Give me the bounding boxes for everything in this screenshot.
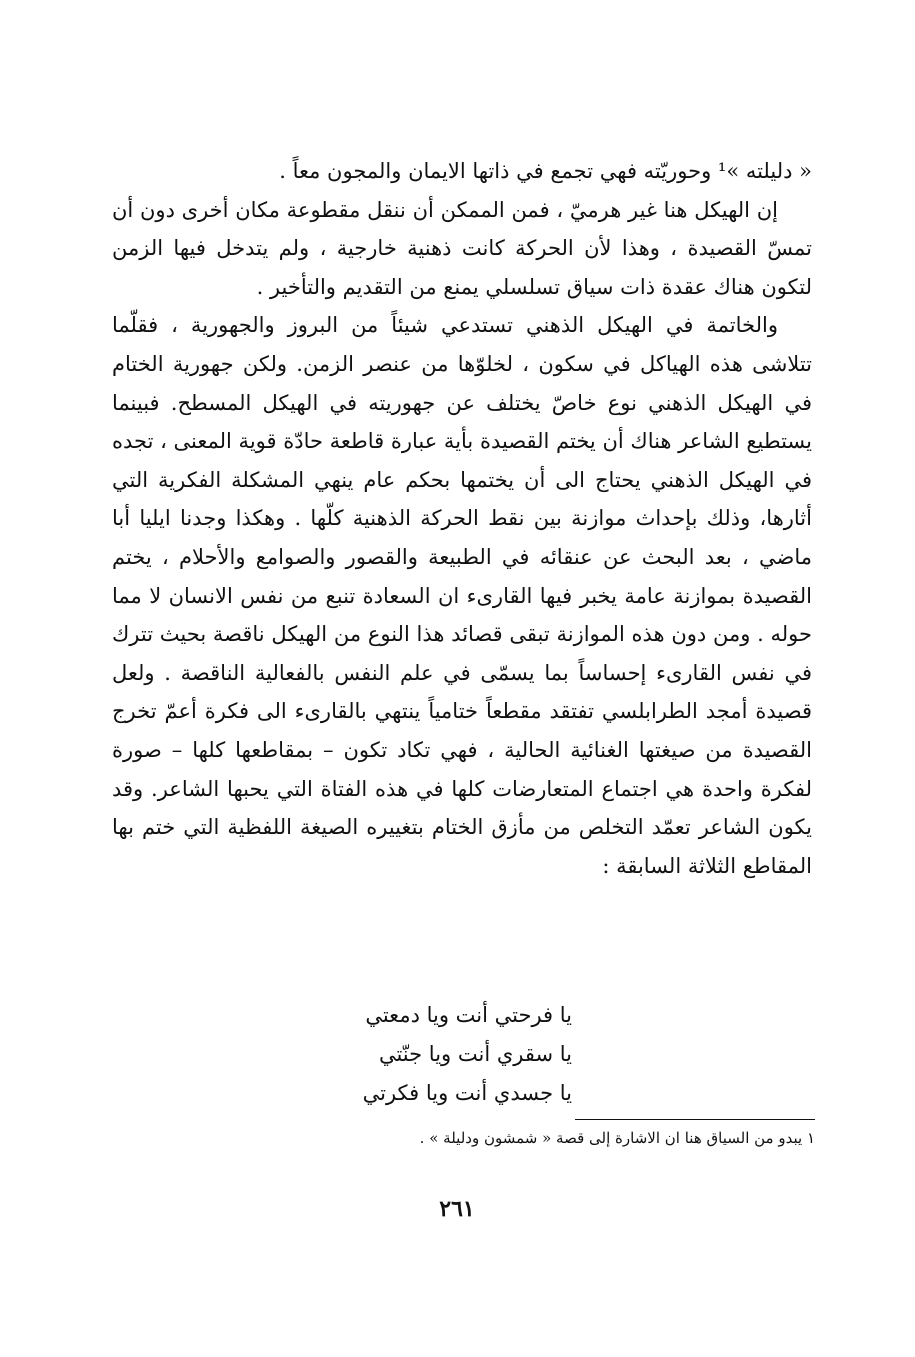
paragraph: إن الهيكل هنا غير هرميّ ، فمن الممكن أن ننقل مقطوعة مكان أخرى دون أن تمسّ القصيدة ، وهذا لأن الحركة كانت ذهنية خارجية ، ولم يتدخل فيها الزمن لتكون هناك عقدة ذات سياق تسلسلي يمنع من التقديم والتأخير . xyxy=(112,197,812,299)
verse-line: يا جسدي أنت ويا فكرتي xyxy=(362,1081,572,1105)
poem-verses xyxy=(300,996,572,1113)
paragraph: والخاتمة في الهيكل الذهني تستدعي شيئاً من البروز والجهورية ، فقلّما تتلاشى هذه الهياكل في سكون ، لخلوّها من عنصر الزمن. ولكن جهورية الختام في الهيكل الذهني نوع خاصّ يختلف عن جهوريته في الهيكل المسطح. فبينما يستطيع الشاعر هناك أن يختم القصيدة بأية عبارة قاطعة حادّة قوية المعنى ، تجده في الهيكل الذهني يحتاج الى أن يختمها بحكم عام ينهي المشكلة الفكرية التي أثارها، وذلك بإحداث موازنة بين نقط الحركة الذهنية كلّها . وهكذا وجدنا ايليا أبا ماضي ، بعد البحث عن عنقائه في الطبيعة والقصور والصوامع والأحلام ، يختم القصيدة بموازنة عامة يخبر فيها القارىء ان السعادة تنبع من نفس الانسان لا مما حوله . ومن دون هذه الموازنة تبقى قصائد هذا النوع من الهيكل ناقصة بحيث تترك في نفس القارىء إحساساً بما يسمّى في علم النفس بالفعالية الناقصة . ولعل قصيدة أمجد الطرابلسي تفتقد مقطعاً ختامياً ينتهي بالقارىء الى فكرة أعمّ تخرج القصيدة من صيغتها الغنائية الحالية ، فهي تكاد تكون – بمقاطعها كلها – صورة لفكرة واحدة هي اجتماع المتعارضات كلها في هذه الفتاة التي يحبها الشاعر. وقد يكون الشاعر تعمّد التخلص من مأزق الختام بتغييره الصيغة اللفظية التي ختم بها المقاطع الثلاثة السابقة : xyxy=(111,313,812,878)
footnote: ١ يبدو من السياق هنا ان الاشارة إلى قصة « شمشون ودليلة » . xyxy=(419,1129,815,1147)
footnote-divider xyxy=(575,1119,815,1120)
verse-line: يا سقري أنت ويا جنّتي xyxy=(378,1042,572,1066)
verse-line: يا فرحتي أنت ويا دمعتي xyxy=(365,1003,572,1027)
body-text xyxy=(112,152,812,885)
page-number: ٢٦١ xyxy=(439,1196,475,1222)
paragraph: « دليلته »¹ وحوريّته فهي تجمع في ذاتها الايمان والمجون معاً . xyxy=(279,159,812,183)
